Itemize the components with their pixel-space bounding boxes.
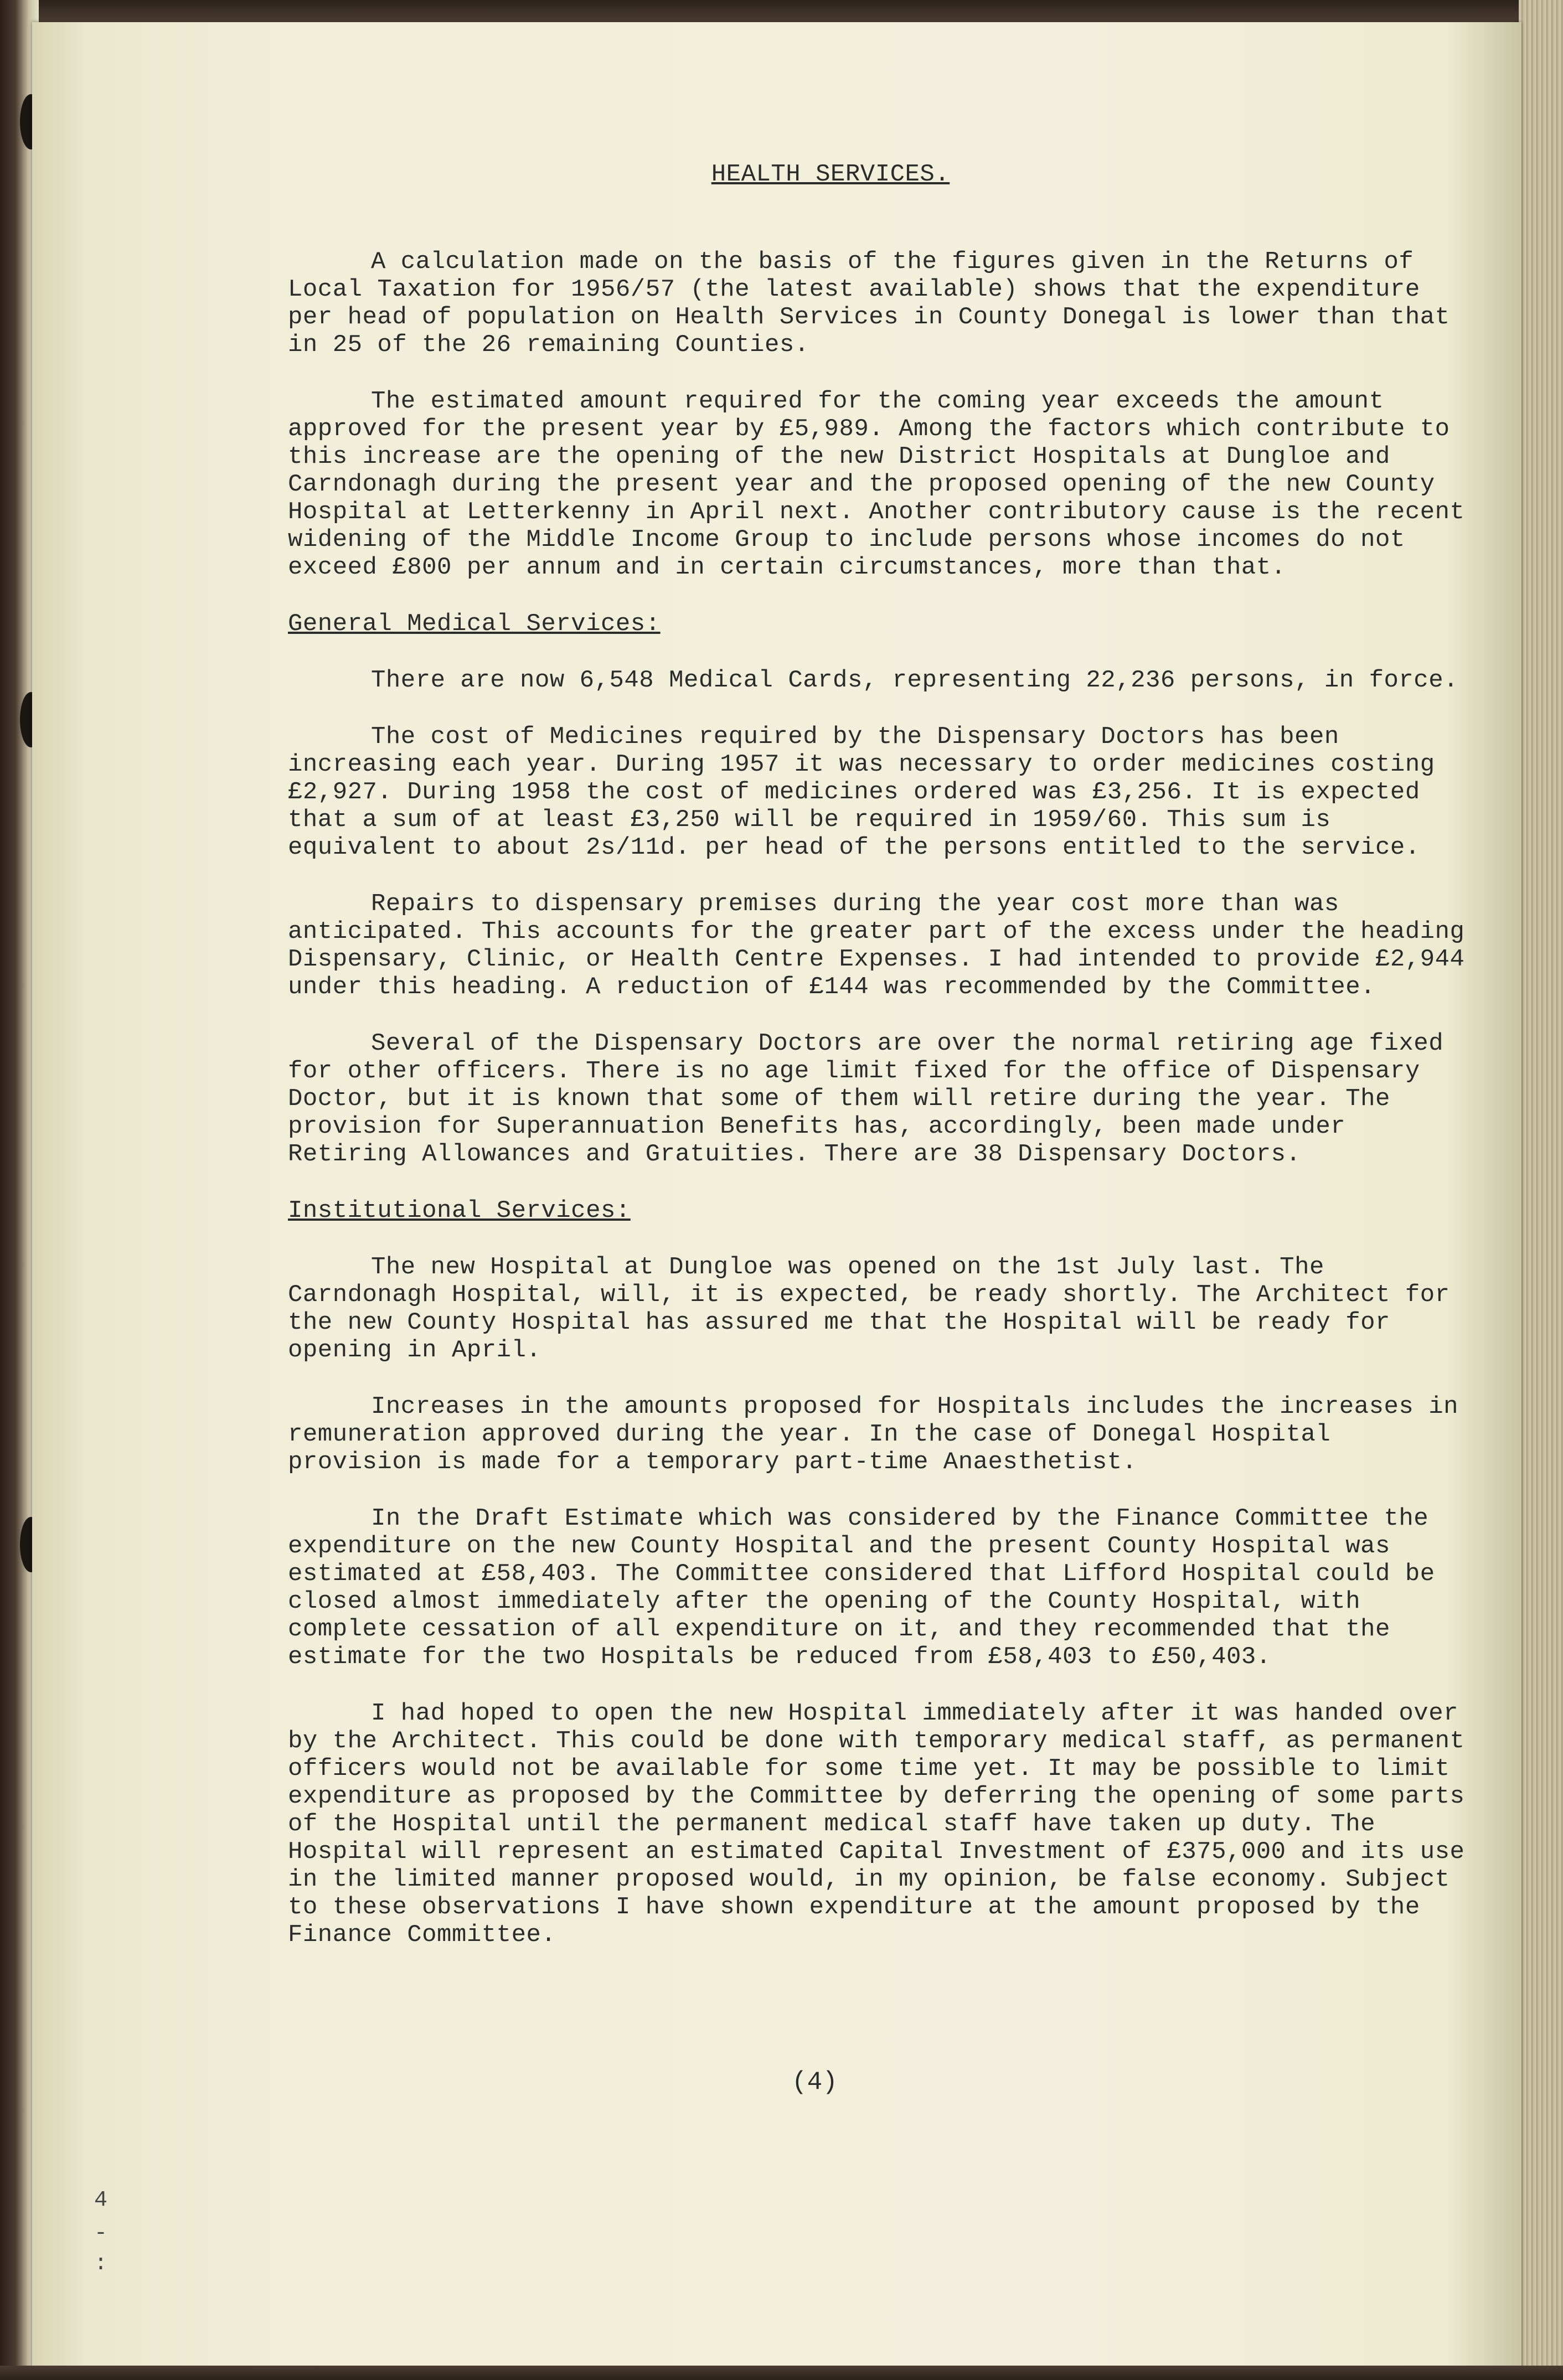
- margin-mark: 4: [94, 2188, 108, 2213]
- institutional-services-section: [288, 1197, 1478, 1949]
- section-heading: General Medical Services:: [288, 610, 661, 638]
- margin-mark: -: [94, 2221, 108, 2246]
- intro-section: [288, 248, 1478, 581]
- paragraph: Increases in the amounts proposed for Hospitals includes the increases in remuneration approved during the year. In the case of Donegal Hospital provision is made for a temporary part-time Anaesthetist.: [288, 1393, 1459, 1476]
- paragraph: In the Draft Estimate which was considered by the Finance Committee the expenditure on the new County Hospital and the present County Hospital was estimated at £58,403. The Committee considered that Lifford Hospital could be closed almost immediately after the opening of the County Hospital, with complete cessation of all expenditure on it, and they recommended that the estimate for the two Hospitals be reduced from £58,403 to £50,403.: [288, 1505, 1435, 1671]
- paragraph: I had hoped to open the new Hospital immediately after it was handed over by the Architect. This could be done with temporary medical staff, as permanent officers would not be available for some time yet. It may be possible to limit expenditure as proposed by the Committee by deferring the opening of some parts of the Hospital until the permanent medical staff have taken up duty. The Hospital will represent an estimated Capital Investment of £375,000 and its use in the limited manner proposed would, in my opinion, be false economy. Subject to these observations I have shown expenditure at the amount proposed by the Finance Committee.: [288, 1700, 1465, 1949]
- paragraph: Several of the Dispensary Doctors are over the normal retiring age fixed for other officers. There is no age limit fixed for the office of Dispensary Doctor, but it is known that some of them will retire during the year. The provision for Superannuation Benefits has, accordingly, been made under Retiring Allowances and Gratuities. There are 38 Dispensary Doctors.: [288, 1030, 1444, 1168]
- page-number: (4): [792, 2068, 838, 2097]
- paragraph: There are now 6,548 Medical Cards, representing 22,236 persons, in force.: [371, 667, 1459, 694]
- scan-top-edge: [0, 0, 1563, 22]
- page-title: HEALTH SERVICES.: [711, 161, 950, 188]
- paragraph: The estimated amount required for the coming year exceeds the amount approved for the present year by £5,989. Among the factors which contribute to this increase are the opening of the new District Hospitals at Dungloe and Carndonagh during the present year and the proposed opening of the new County Hospital at Letterkenny in April next. Another contributory cause is the recent widening of the Middle Income Group to include persons whose incomes do not exceed £800 per annum and in certain circumstances, more than that.: [288, 388, 1465, 581]
- scan-bottom-edge: [0, 2366, 1563, 2380]
- paragraph: The cost of Medicines required by the Dispensary Doctors has been increasing each year. During 1957 it was necessary to order medicines costing £2,927. During 1958 the cost of medicines ordered was £3,256. It is expected that a sum of at least £3,250 will be required in 1959/60. This sum is equivalent to about 2s/11d. per head of the persons entitled to the service.: [288, 723, 1435, 861]
- section-heading: Institutional Services:: [288, 1197, 631, 1225]
- page-content: [288, 161, 1478, 1978]
- paragraph: A calculation made on the basis of the figures given in the Returns of Local Taxation for 1956/57 (the latest available) shows that the expenditure per head of population on Health Services in County Donegal is lower than that in 25 of the 26 remaining Counties.: [288, 248, 1450, 359]
- margin-mark: :: [94, 2252, 108, 2276]
- general-medical-services-section: [288, 610, 1478, 1168]
- page-stack-edge: [1519, 0, 1563, 2380]
- paragraph: The new Hospital at Dungloe was opened on the 1st July last. The Carndonagh Hospital, will, it is expected, be ready shortly. The Architect for the new County Hospital has assured me that the Hospital will be ready for opening in April.: [288, 1253, 1450, 1364]
- paragraph: Repairs to dispensary premises during the year cost more than was anticipated. This accounts for the greater part of the excess under the heading Dispensary, Clinic, or Health Centre Expenses. I had intended to provide £2,944 under this heading. A reduction of £144 was recommended by the Committee.: [288, 890, 1465, 1001]
